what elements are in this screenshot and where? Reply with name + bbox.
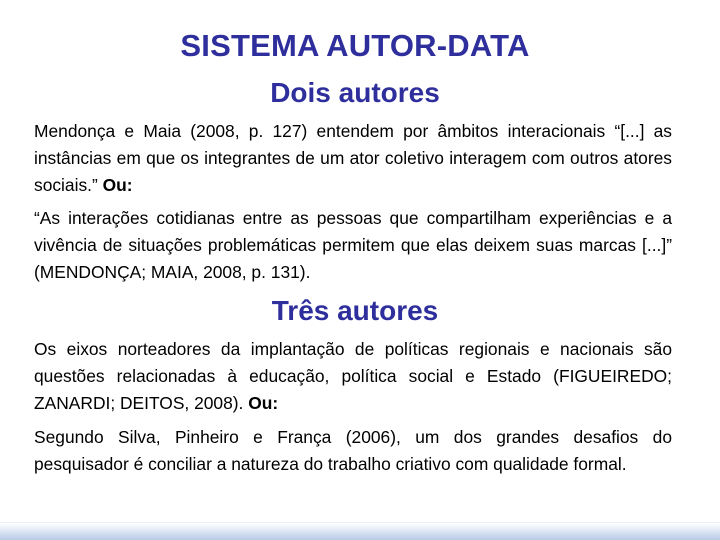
paragraph-text: “As interações cotidianas entre as pessoas que compartilham experiências e a vivência de situações problemáticas permitem que elas deixem suas marcas [...]” (MENDONÇA; MAIA, 2008, p. 131). — [34, 208, 672, 282]
paragraph-dois-autores-1 — [34, 118, 672, 199]
paragraph-text: Segundo Silva, Pinheiro e França (2006), um dos grandes desafios do pesquisador é conciliar a natureza do trabalho criativo com qualidade formal. — [34, 427, 672, 474]
paragraph-text: Os eixos norteadores da implantação de políticas regionais e nacionais são questões relacionadas à educação, política social e Estado (FIGUEIREDO; ZANARDI; DEITOS, 2008). — [34, 339, 672, 413]
section-heading-dois-autores: Dois autores — [270, 77, 440, 108]
footer-gradient-bar — [0, 523, 720, 540]
paragraph-tres-autores-1 — [34, 336, 672, 417]
section-heading-tres-autores: Três autores — [271, 295, 439, 326]
paragraph-text: Mendonça e Maia (2008, p. 127) entendem por âmbitos interacionais “[...] as instâncias em que os integrantes de um ator coletivo interagem com outros atores sociais.” — [34, 121, 672, 195]
paragraph-dois-autores-2 — [34, 205, 672, 286]
paragraph-bold-suffix: Ou: — [248, 393, 279, 413]
paragraph-tres-autores-2 — [34, 424, 672, 478]
paragraph-bold-suffix: Ou: — [102, 175, 133, 195]
slide-title: SISTEMA AUTOR-DATA — [180, 28, 530, 63]
